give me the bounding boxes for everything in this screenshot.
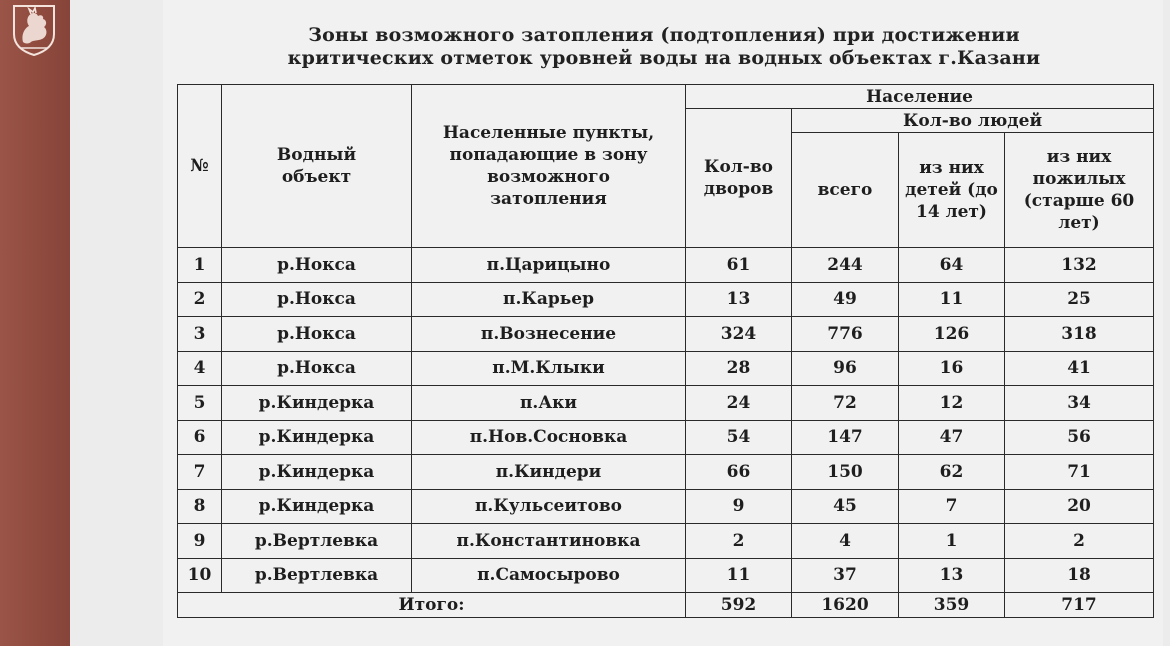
cell-total: 45 — [792, 489, 899, 524]
header-population: Население — [686, 85, 1154, 109]
totals-children: 359 — [899, 593, 1005, 618]
cell-households: 9 — [686, 489, 792, 524]
cell-elderly: 318 — [1005, 317, 1154, 352]
cell-children: 47 — [899, 420, 1005, 455]
cell-children: 126 — [899, 317, 1005, 352]
cell-settlement: п.Царицыно — [412, 248, 686, 283]
cell-num: 8 — [178, 489, 222, 524]
cell-num: 3 — [178, 317, 222, 352]
cell-elderly: 71 — [1005, 455, 1154, 490]
title-line-2: критических отметок уровней воды на водных объектах г.Казани — [287, 47, 1041, 69]
totals-elderly: 717 — [1005, 593, 1154, 618]
header-households: Кол-во дворов — [686, 109, 792, 248]
cell-num: 10 — [178, 558, 222, 593]
cell-settlement: п.Нов.Сосновка — [412, 420, 686, 455]
title-line-1: Зоны возможного затопления (подтопления) при достижении — [308, 24, 1020, 46]
cell-children: 13 — [899, 558, 1005, 593]
cell-elderly: 34 — [1005, 386, 1154, 421]
cell-elderly: 25 — [1005, 282, 1154, 317]
totals-row — [178, 593, 1154, 618]
cell-households: 28 — [686, 351, 792, 386]
cell-settlement: п.Киндери — [412, 455, 686, 490]
cell-settlement: п.Вознесение — [412, 317, 686, 352]
cell-settlement: п.Самосырово — [412, 558, 686, 593]
cell-elderly: 20 — [1005, 489, 1154, 524]
totals-total: 1620 — [792, 593, 899, 618]
cell-water-object: р.Киндерка — [222, 455, 412, 490]
cell-total: 49 — [792, 282, 899, 317]
totals-households: 592 — [686, 593, 792, 618]
cell-num: 1 — [178, 248, 222, 283]
cell-settlement: п.Карьер — [412, 282, 686, 317]
header-settlements: Населенные пункты, попадающие в зону возможного затопления — [412, 85, 686, 248]
cell-elderly: 2 — [1005, 524, 1154, 559]
flood-zone-table — [177, 84, 1154, 618]
cell-total: 72 — [792, 386, 899, 421]
totals-label: Итого: — [178, 593, 686, 618]
header-elderly: из них пожилых (старше 60 лет) — [1005, 133, 1154, 248]
cell-water-object: р.Нокса — [222, 282, 412, 317]
cell-total: 776 — [792, 317, 899, 352]
table-row — [178, 317, 1154, 352]
cell-elderly: 56 — [1005, 420, 1154, 455]
kazan-coat-of-arms-icon — [11, 4, 57, 56]
presentation-sidebar — [0, 0, 70, 646]
cell-num: 5 — [178, 386, 222, 421]
cell-settlement: п.Кульсеитово — [412, 489, 686, 524]
header-total: всего — [792, 133, 899, 248]
cell-water-object: р.Вертлевка — [222, 524, 412, 559]
cell-children: 64 — [899, 248, 1005, 283]
cell-total: 244 — [792, 248, 899, 283]
cell-households: 54 — [686, 420, 792, 455]
cell-children: 7 — [899, 489, 1005, 524]
table-row — [178, 282, 1154, 317]
cell-total: 4 — [792, 524, 899, 559]
table-row — [178, 420, 1154, 455]
cell-households: 11 — [686, 558, 792, 593]
table-row — [178, 489, 1154, 524]
cell-water-object: р.Нокса — [222, 317, 412, 352]
table-row — [178, 524, 1154, 559]
cell-households: 324 — [686, 317, 792, 352]
cell-children: 1 — [899, 524, 1005, 559]
cell-total: 96 — [792, 351, 899, 386]
table-row — [178, 248, 1154, 283]
cell-households: 13 — [686, 282, 792, 317]
header-people-count: Кол-во людей — [792, 109, 1154, 133]
cell-water-object: р.Нокса — [222, 248, 412, 283]
cell-settlement: п.Аки — [412, 386, 686, 421]
cell-households: 61 — [686, 248, 792, 283]
table-row — [178, 351, 1154, 386]
cell-settlement: п.М.Клыки — [412, 351, 686, 386]
header-num: № — [178, 85, 222, 248]
cell-water-object: р.Киндерка — [222, 386, 412, 421]
cell-num: 7 — [178, 455, 222, 490]
cell-total: 147 — [792, 420, 899, 455]
table-row — [178, 386, 1154, 421]
page-title — [176, 24, 1152, 70]
cell-water-object: р.Нокса — [222, 351, 412, 386]
cell-total: 150 — [792, 455, 899, 490]
cell-children: 12 — [899, 386, 1005, 421]
cell-num: 2 — [178, 282, 222, 317]
cell-water-object: р.Киндерка — [222, 489, 412, 524]
cell-num: 9 — [178, 524, 222, 559]
cell-households: 66 — [686, 455, 792, 490]
header-children: из них детей (до 14 лет) — [899, 133, 1005, 248]
cell-settlement: п.Константиновка — [412, 524, 686, 559]
cell-water-object: р.Киндерка — [222, 420, 412, 455]
cell-water-object: р.Вертлевка — [222, 558, 412, 593]
cell-elderly: 132 — [1005, 248, 1154, 283]
cell-children: 62 — [899, 455, 1005, 490]
table-row — [178, 558, 1154, 593]
cell-total: 37 — [792, 558, 899, 593]
cell-elderly: 18 — [1005, 558, 1154, 593]
cell-num: 6 — [178, 420, 222, 455]
cell-households: 2 — [686, 524, 792, 559]
cell-children: 11 — [899, 282, 1005, 317]
cell-children: 16 — [899, 351, 1005, 386]
header-water-object: Водный объект — [222, 85, 412, 248]
cell-households: 24 — [686, 386, 792, 421]
cell-num: 4 — [178, 351, 222, 386]
cell-elderly: 41 — [1005, 351, 1154, 386]
table-row — [178, 455, 1154, 490]
